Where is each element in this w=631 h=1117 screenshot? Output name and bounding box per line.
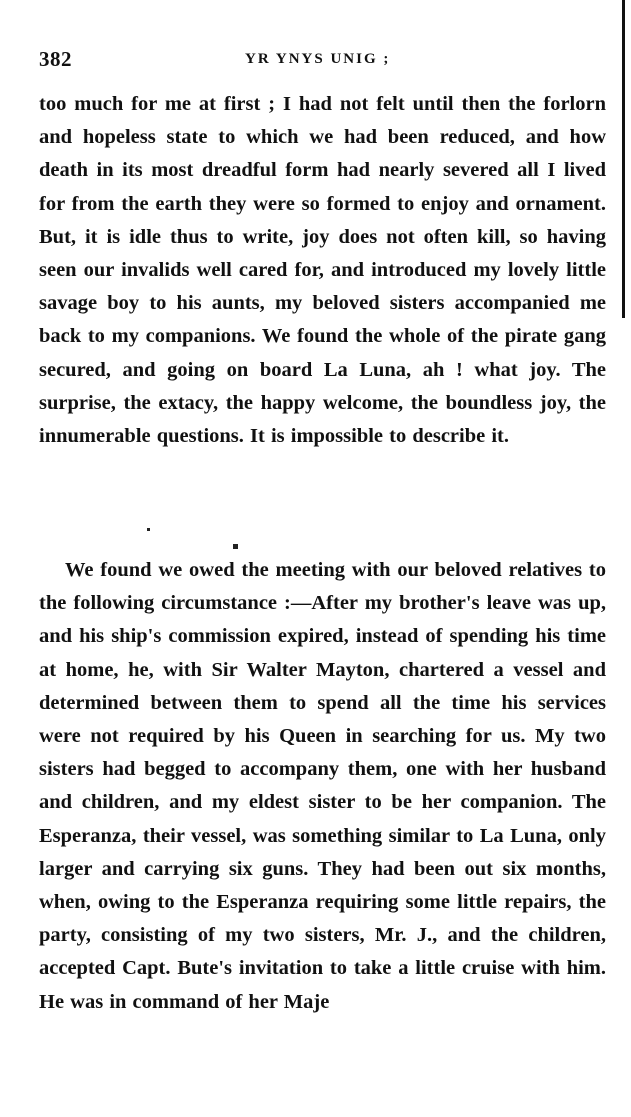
paragraph-1: [39, 88, 606, 453]
page-header: [39, 47, 605, 73]
paragraph-2-text: We found we owed the meeting with our beloved relatives to the following circumstance :—After my brother's leave was up, and his ship's commission expired, instead of spending his time at home, he, with Sir Walter Mayton, chartered a vessel and determined between them to spend all the time his services were not required by his Queen in searching for us. My two sisters had begged to accompany them, one with her husband and children, and my eldest sister to be her companion. The Esperanza, their vessel, was something similar to La Luna, only larger and carrying six guns. They had been out six months, when, owing to the Esperanza requiring some little repairs, the party, consisting of my two sisters, Mr. J., and the children, accepted Capt. Bute's invitation to take a little cruise with him. He was in command of her Maje: [39, 559, 606, 1013]
running-head: YR YNYS UNIG ;: [245, 51, 391, 67]
ink-speck: [147, 528, 150, 531]
page-edge-rule: [622, 0, 625, 318]
paragraph-2: [39, 554, 606, 1019]
paragraph-1-text: too much for me at first ; I had not felt until then the forlorn and hopeless state to which we had been reduced, and how death in its most dreadful form had nearly severed all I lived for from the earth they were so formed to enjoy and ornament. But, it is idle thus to write, joy does not often kill, so having seen our invalids well cared for, and introduced my lovely little savage boy to his aunts, my beloved sisters accompanied me back to my companions. We found the whole of the pirate gang secured, and going on board La Luna, ah ! what joy. The surprise, the extacy, the happy welcome, the boundless joy, the innumerable questions. It is impossible to describe it.: [39, 93, 606, 448]
page-number: 382: [39, 47, 72, 71]
ink-speck: [233, 544, 238, 549]
